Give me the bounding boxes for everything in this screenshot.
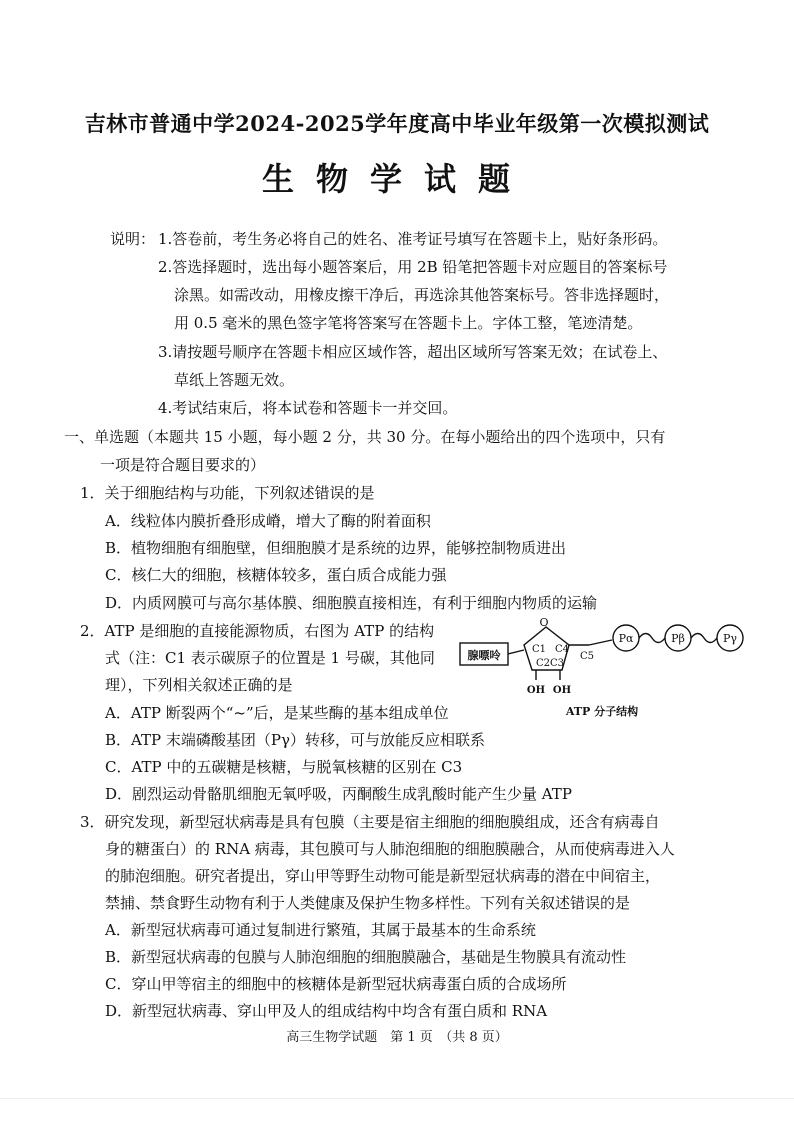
instruction-item-2: 2.答选择题时，选出每小题答案后，用 2B 铅笔把答题卡对应题目的答案标号	[158, 258, 668, 276]
question-3-option-b: B．新型冠状病毒的包膜与人肺泡细胞的细胞膜融合，基础是生物膜具有流动性	[105, 948, 627, 966]
high-energy-bond-1	[639, 634, 665, 643]
instruction-item-2-cont-1: 涂黑。如需改动，用橡皮擦干净后，再选涂其他答案标号。答非选择题时，	[174, 286, 670, 304]
adenine-label: 腺嘌呤	[467, 649, 501, 662]
question-3-stem: 3．研究发现，新型冠状病毒是具有包膜（主要是宿主细胞的细胞膜组成，还含有病毒自	[80, 813, 660, 831]
question-3-stem-cont-2: 的肺泡细胞。研究者提出，穿山甲等野生动物可能是新型冠状病毒的潜在中间宿主，	[105, 867, 661, 885]
question-1-option-c: C．核仁大的细胞，核糖体较多，蛋白质合成能力强	[105, 566, 447, 584]
ring-oxygen-label: O	[539, 618, 549, 629]
question-2-option-b: B．ATP 末端磷酸基团（Pγ）转移，可与放能反应相联系	[105, 731, 485, 749]
p-beta-label: Pβ	[671, 632, 685, 645]
c1-label: C1	[532, 644, 547, 655]
instruction-item-4: 4.考试结束后，将本试卷和答题卡一并交回。	[158, 399, 458, 417]
high-energy-bond-2	[691, 634, 717, 643]
c5-phosphate-bond	[589, 640, 612, 645]
oh-left-label: OH	[526, 685, 546, 696]
question-2-stem-cont-2: 理），下列相关叙述正确的是	[105, 676, 293, 694]
section-heading: 一、单选题（本题共 15 小题，每小题 2 分，共 30 分。在每小题给出的四个选项中，只有	[64, 428, 666, 446]
base-to-c1-bond	[508, 650, 524, 654]
atp-structure-figure	[456, 618, 746, 722]
instruction-item-1: 1.答卷前，考生务必将自己的姓名、准考证号填写在答题卡上，贴好条形码。	[158, 230, 668, 248]
page-footer: 高三生物学试题 第 1 页 （共 8 页）	[286, 1030, 508, 1045]
question-2-option-a: A．ATP 断裂两个“~”后，是某些酶的基本组成单位	[105, 704, 449, 722]
instruction-item-3: 3.请按题号顺序在答题卡相应区域作答，超出区域所写答案无效；在试卷上、	[158, 343, 668, 361]
c5-label: C5	[580, 651, 595, 662]
page-bottom-divider	[0, 1098, 794, 1099]
p-gamma-label: Pγ	[723, 632, 737, 645]
atp-structure-diagram	[456, 618, 746, 722]
p-alpha-label: Pα	[618, 632, 634, 645]
question-3-stem-cont-1: 身的糖蛋白）的 RNA 病毒，其包膜可与人肺泡细胞的细胞膜融合，从而使病毒进入人	[105, 840, 675, 858]
question-1-option-a: A．线粒体内膜折叠形成嵴，增大了酶的附着面积	[105, 512, 431, 530]
question-1-option-d: D．内质网膜可与高尔基体膜、细胞膜直接相连，有利于细胞内物质的运输	[105, 594, 598, 612]
question-2-option-d: D．剧烈运动骨骼肌细胞无氧呼吸，丙酮酸生成乳酸时能产生少量 ATP	[105, 785, 572, 803]
question-3-option-a: A．新型冠状病毒可通过复制进行繁殖，其属于最基本的生命系统	[105, 921, 536, 939]
question-2-stem: 2．ATP 是细胞的直接能源物质，右图为 ATP 的结构	[80, 622, 435, 640]
exam-title: 吉林市普通中学2024-2025学年度高中毕业年级第一次模拟测试	[84, 111, 710, 136]
instructions-label: 说明：	[110, 230, 156, 248]
question-3-stem-cont-3: 禁捕、禁食野生动物有利于人类健康及保护生物多样性。下列有关叙述错误的是	[105, 894, 631, 912]
question-2-option-c: C．ATP 中的五碳糖是核糖，与脱氧核糖的区别在 C3	[105, 758, 463, 776]
c2-label: C2	[536, 658, 551, 669]
c4-label: C4	[555, 644, 570, 655]
instruction-item-3-cont: 草纸上答题无效。	[174, 371, 295, 389]
instruction-item-2-cont-2: 用 0.5 毫米的黑色签字笔将答案写在答题卡上。字体工整，笔迹清楚。	[174, 314, 643, 332]
c3-label: C3	[550, 658, 565, 669]
question-1-option-b: B．植物细胞有细胞壁，但细胞膜才是系统的边界，能够控制物质进出	[105, 539, 567, 557]
question-3-option-d: D．新型冠状病毒、穿山甲及人的组成结构中均含有蛋白质和 RNA	[105, 1002, 548, 1020]
question-1-stem: 1．关于细胞结构与功能，下列叙述错误的是	[80, 484, 375, 502]
question-2-stem-cont-1: 式（注：C1 表示碳原子的位置是 1 号碳，其他同	[105, 649, 435, 667]
oh-right-label: OH	[552, 685, 572, 696]
section-heading-cont: 一项是符合题目要求的）	[100, 456, 266, 474]
question-3-option-c: C．穿山甲等宿主的细胞中的核糖体是新型冠状病毒蛋白质的合成场所	[105, 975, 567, 993]
atp-figure-caption: ATP 分子结构	[565, 705, 639, 718]
subject-title: 生物学试题	[261, 160, 532, 198]
